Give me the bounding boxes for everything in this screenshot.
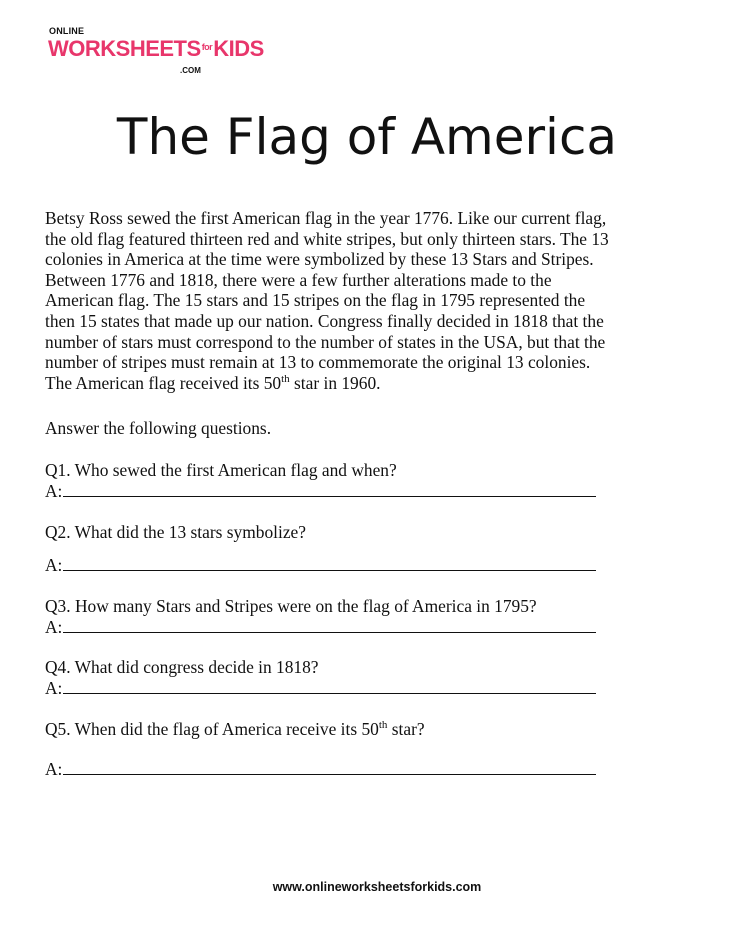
question-text [45, 719, 596, 740]
answer-line[interactable] [63, 631, 596, 633]
passage-last-before: The American flag received its 50 [45, 372, 282, 393]
logo-top-text: ONLINE [49, 26, 85, 36]
passage-line: the old flag featured thirteen red and white stripes, but only thirteen stars. The 13 [45, 228, 609, 249]
answer-label: A: [45, 678, 63, 698]
question-text: Q1. Who sewed the first American flag and when? [45, 460, 397, 480]
logo-main-right: KIDS [213, 36, 264, 61]
question-5-before: Q5. When did the flag of America receive its 50 [45, 719, 379, 739]
logo-main-text [48, 36, 264, 62]
answer-label: A: [45, 759, 63, 779]
answer-line[interactable] [63, 569, 596, 571]
answer-row[interactable] [45, 678, 596, 699]
question-text: Q2. What did the 13 stars symbolize? [45, 522, 306, 542]
question-5 [45, 719, 596, 780]
answer-row[interactable] [45, 759, 596, 780]
question-3 [45, 596, 596, 638]
reading-passage [45, 208, 695, 393]
answer-row[interactable] [45, 481, 596, 502]
logo-main-for: for [201, 42, 213, 52]
question-4 [45, 657, 596, 699]
passage-line-last [45, 373, 381, 393]
logo-bottom-text: .COM [180, 66, 201, 75]
question-2 [45, 522, 596, 576]
question-text: Q4. What did congress decide in 1818? [45, 657, 319, 677]
passage-line: number of stripes must remain at 13 to commemorate the original 13 colonies. [45, 352, 591, 373]
answer-line[interactable] [63, 495, 596, 497]
passage-last-after: star in 1960. [289, 372, 381, 393]
page-title: The Flag of America [116, 108, 618, 166]
passage-line: Between 1776 and 1818, there were a few further alterations made to the [45, 269, 552, 290]
answer-line[interactable] [63, 692, 596, 694]
question-5-after: star? [387, 719, 425, 739]
answer-label: A: [45, 617, 63, 637]
answer-row[interactable] [45, 555, 596, 576]
question-1 [45, 460, 596, 502]
question-text: Q3. How many Stars and Stripes were on the flag of America in 1795? [45, 596, 537, 616]
passage-line: Betsy Ross sewed the first American flag in the year 1776. Like our current flag, [45, 208, 607, 228]
passage-last-sup: th [281, 372, 290, 385]
question-5-sup: th [378, 719, 388, 732]
passage-line: American flag. The 15 stars and 15 stripes on the flag in 1795 represented the [45, 290, 586, 311]
answer-label: A: [45, 555, 63, 575]
passage-line: colonies in America at the time were symbolized by these 13 Stars and Stripes. [45, 249, 594, 270]
passage-line: number of stars must correspond to the number of states in the USA, but that the [45, 331, 606, 352]
passage-line: then 15 states that made up our nation. Congress finally decided in 1818 that the [45, 310, 604, 331]
answer-line[interactable] [63, 773, 596, 775]
logo-main-left: WORKSHEETS [48, 36, 201, 61]
footer-url[interactable]: www.onlineworksheetsforkids.com [272, 880, 482, 894]
site-logo [48, 26, 264, 78]
answer-row[interactable] [45, 617, 596, 638]
answer-label: A: [45, 481, 63, 501]
instruction-text: Answer the following questions. [45, 418, 272, 438]
